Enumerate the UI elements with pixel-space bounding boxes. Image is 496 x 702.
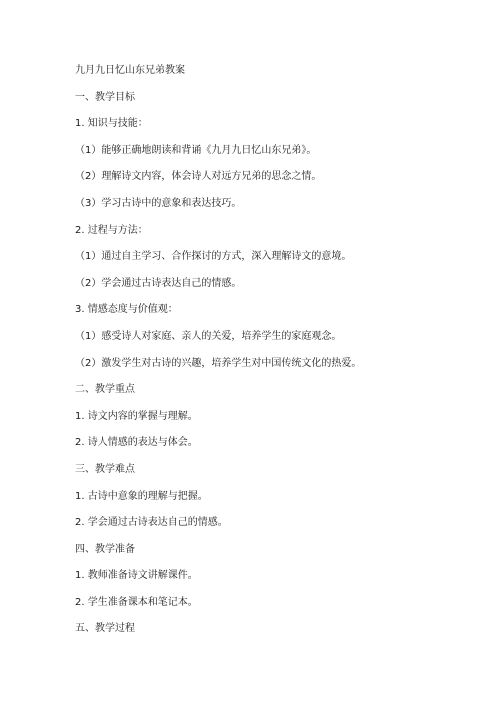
list-item: 2. 诗人情感的表达与体会。 xyxy=(75,437,198,449)
document-title: 九月九日忆山东兄弟教案 xyxy=(75,65,185,76)
document-body xyxy=(75,64,475,649)
list-item: （1）通过自主学习、合作探讨的方式，深入理解诗文的意境。 xyxy=(75,251,352,263)
list-item: 1. 古诗中意象的理解与把握。 xyxy=(75,490,208,502)
subsection-heading: 1. 知识与技能： xyxy=(75,118,148,130)
section-heading: 五、教学过程 xyxy=(75,623,135,635)
list-item: 2. 学会通过古诗表达自己的情感。 xyxy=(75,517,228,529)
section-heading: 一、教学目标 xyxy=(75,91,135,103)
list-item: （1）感受诗人对家庭、亲人的关爱，培养学生的家庭观念。 xyxy=(75,330,342,342)
section-heading: 二、教学重点 xyxy=(75,384,135,396)
list-item: （3）学习古诗中的意象和表达技巧。 xyxy=(75,197,242,209)
section-heading: 四、教学准备 xyxy=(75,543,135,555)
section-heading: 三、教学难点 xyxy=(75,463,135,475)
list-item: 1. 教师准备诗文讲解课件。 xyxy=(75,570,198,582)
subsection-heading: 2. 过程与方法： xyxy=(75,224,148,236)
list-item: （2）理解诗文内容，体会诗人对远方兄弟的思念之情。 xyxy=(75,171,322,183)
subsection-heading: 3. 情感态度与价值观： xyxy=(75,304,178,316)
list-item: （2）学会通过古诗表达自己的情感。 xyxy=(75,277,242,289)
list-item: （1）能够正确地朗读和背诵《九月九日忆山东兄弟》。 xyxy=(75,144,317,156)
list-item: 1. 诗文内容的掌握与理解。 xyxy=(75,410,198,422)
list-item: 2. 学生准备课本和笔记本。 xyxy=(75,596,198,608)
list-item: （2）激发学生对古诗的兴趣，培养学生对中国传统文化的热爱。 xyxy=(75,357,362,369)
